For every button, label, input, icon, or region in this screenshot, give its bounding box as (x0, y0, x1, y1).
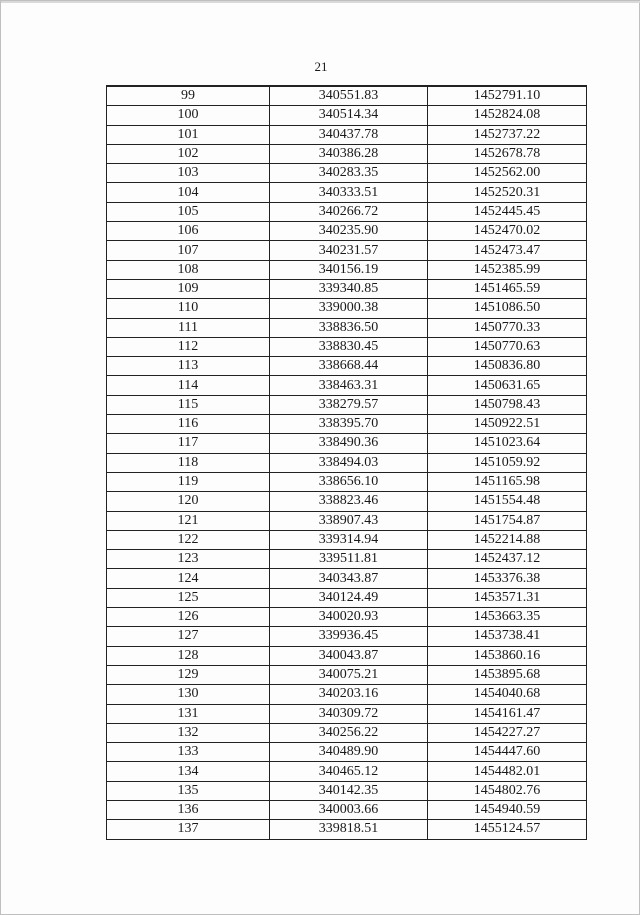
y-coordinate-cell: 1453571.31 (428, 588, 587, 607)
y-coordinate-cell: 1450631.65 (428, 376, 587, 395)
x-coordinate-cell: 338656.10 (270, 472, 428, 491)
y-coordinate-cell: 1454482.01 (428, 762, 587, 781)
y-coordinate-cell: 1453738.41 (428, 627, 587, 646)
x-coordinate-cell: 340124.49 (270, 588, 428, 607)
point-number-cell: 116 (107, 415, 270, 434)
table-row (107, 86, 587, 106)
point-number-cell: 137 (107, 820, 270, 839)
table-row (107, 415, 587, 434)
table-row (107, 762, 587, 781)
x-coordinate-cell: 340043.87 (270, 646, 428, 665)
y-coordinate-cell: 1453663.35 (428, 608, 587, 627)
point-number-cell: 110 (107, 299, 270, 318)
table-row (107, 202, 587, 221)
y-coordinate-cell: 1452678.78 (428, 144, 587, 163)
point-number-cell: 132 (107, 723, 270, 742)
y-coordinate-cell: 1450770.63 (428, 337, 587, 356)
point-number-cell: 118 (107, 453, 270, 472)
table-row (107, 511, 587, 530)
point-number-cell: 105 (107, 202, 270, 221)
point-number-cell: 127 (107, 627, 270, 646)
y-coordinate-cell: 1455124.57 (428, 820, 587, 839)
y-coordinate-cell: 1452470.02 (428, 222, 587, 241)
point-number-cell: 102 (107, 144, 270, 163)
point-number-cell: 134 (107, 762, 270, 781)
point-number-cell: 125 (107, 588, 270, 607)
point-number-cell: 112 (107, 337, 270, 356)
y-coordinate-cell: 1454940.59 (428, 800, 587, 819)
x-coordinate-cell: 339000.38 (270, 299, 428, 318)
point-number-cell: 121 (107, 511, 270, 530)
y-coordinate-cell: 1452437.12 (428, 550, 587, 569)
y-coordinate-cell: 1451059.92 (428, 453, 587, 472)
y-coordinate-cell: 1452473.47 (428, 241, 587, 260)
table-row (107, 627, 587, 646)
point-number-cell: 109 (107, 279, 270, 298)
x-coordinate-cell: 340551.83 (270, 86, 428, 106)
coordinates-table (106, 85, 587, 840)
table-row (107, 318, 587, 337)
y-coordinate-cell: 1452214.88 (428, 530, 587, 549)
table-row (107, 260, 587, 279)
page-number: 21 (314, 59, 328, 74)
point-number-cell: 123 (107, 550, 270, 569)
y-coordinate-cell: 1450836.80 (428, 357, 587, 376)
table-row (107, 357, 587, 376)
x-coordinate-cell: 338395.70 (270, 415, 428, 434)
point-number-cell: 103 (107, 164, 270, 183)
table-row (107, 646, 587, 665)
point-number-cell: 135 (107, 781, 270, 800)
y-coordinate-cell: 1452791.10 (428, 86, 587, 106)
point-number-cell: 128 (107, 646, 270, 665)
table-row (107, 820, 587, 839)
point-number-cell: 120 (107, 492, 270, 511)
table-row (107, 376, 587, 395)
y-coordinate-cell: 1453376.38 (428, 569, 587, 588)
table-row (107, 743, 587, 762)
y-coordinate-cell: 1454447.60 (428, 743, 587, 762)
table-row (107, 434, 587, 453)
y-coordinate-cell: 1450922.51 (428, 415, 587, 434)
y-coordinate-cell: 1451554.48 (428, 492, 587, 511)
point-number-cell: 131 (107, 704, 270, 723)
point-number-cell: 136 (107, 800, 270, 819)
x-coordinate-cell: 339936.45 (270, 627, 428, 646)
y-coordinate-cell: 1451465.59 (428, 279, 587, 298)
y-coordinate-cell: 1454161.47 (428, 704, 587, 723)
table-row (107, 530, 587, 549)
point-number-cell: 122 (107, 530, 270, 549)
x-coordinate-cell: 338279.57 (270, 395, 428, 414)
point-number-cell: 130 (107, 685, 270, 704)
x-coordinate-cell: 340266.72 (270, 202, 428, 221)
x-coordinate-cell: 339340.85 (270, 279, 428, 298)
y-coordinate-cell: 1453895.68 (428, 665, 587, 684)
point-number-cell: 101 (107, 125, 270, 144)
table-row (107, 125, 587, 144)
table-row (107, 550, 587, 569)
point-number-cell: 107 (107, 241, 270, 260)
point-number-cell: 113 (107, 357, 270, 376)
point-number-cell: 124 (107, 569, 270, 588)
y-coordinate-cell: 1451086.50 (428, 299, 587, 318)
scan-top-edge (1, 1, 640, 3)
point-number-cell: 119 (107, 472, 270, 491)
table-row (107, 608, 587, 627)
y-coordinate-cell: 1450770.33 (428, 318, 587, 337)
y-coordinate-cell: 1452824.08 (428, 106, 587, 125)
point-number-cell: 100 (107, 106, 270, 125)
point-number-cell: 104 (107, 183, 270, 202)
y-coordinate-cell: 1454802.76 (428, 781, 587, 800)
x-coordinate-cell: 340283.35 (270, 164, 428, 183)
x-coordinate-cell: 340075.21 (270, 665, 428, 684)
table-row (107, 299, 587, 318)
x-coordinate-cell: 340386.28 (270, 144, 428, 163)
y-coordinate-cell: 1454040.68 (428, 685, 587, 704)
x-coordinate-cell: 340333.51 (270, 183, 428, 202)
x-coordinate-cell: 338830.45 (270, 337, 428, 356)
table-row (107, 588, 587, 607)
table-row (107, 337, 587, 356)
table-row (107, 685, 587, 704)
point-number-cell: 114 (107, 376, 270, 395)
x-coordinate-cell: 340156.19 (270, 260, 428, 279)
point-number-cell: 133 (107, 743, 270, 762)
y-coordinate-cell: 1453860.16 (428, 646, 587, 665)
table-row (107, 164, 587, 183)
x-coordinate-cell: 340235.90 (270, 222, 428, 241)
coordinates-table-body (107, 86, 587, 839)
y-coordinate-cell: 1452445.45 (428, 202, 587, 221)
x-coordinate-cell: 340437.78 (270, 125, 428, 144)
x-coordinate-cell: 340142.35 (270, 781, 428, 800)
x-coordinate-cell: 338490.36 (270, 434, 428, 453)
table-row (107, 395, 587, 414)
point-number-cell: 99 (107, 86, 270, 106)
table-row (107, 453, 587, 472)
table-row (107, 800, 587, 819)
x-coordinate-cell: 340231.57 (270, 241, 428, 260)
table-row (107, 279, 587, 298)
point-number-cell: 126 (107, 608, 270, 627)
y-coordinate-cell: 1451023.64 (428, 434, 587, 453)
point-number-cell: 129 (107, 665, 270, 684)
y-coordinate-cell: 1454227.27 (428, 723, 587, 742)
table-row (107, 723, 587, 742)
table-row (107, 472, 587, 491)
x-coordinate-cell: 338836.50 (270, 318, 428, 337)
x-coordinate-cell: 340309.72 (270, 704, 428, 723)
x-coordinate-cell: 340514.34 (270, 106, 428, 125)
x-coordinate-cell: 338823.46 (270, 492, 428, 511)
x-coordinate-cell: 340003.66 (270, 800, 428, 819)
table-row (107, 106, 587, 125)
y-coordinate-cell: 1452520.31 (428, 183, 587, 202)
table-row (107, 144, 587, 163)
point-number-cell: 115 (107, 395, 270, 414)
y-coordinate-cell: 1450798.43 (428, 395, 587, 414)
table-row (107, 704, 587, 723)
x-coordinate-cell: 338494.03 (270, 453, 428, 472)
x-coordinate-cell: 339314.94 (270, 530, 428, 549)
x-coordinate-cell: 340489.90 (270, 743, 428, 762)
point-number-cell: 117 (107, 434, 270, 453)
point-number-cell: 108 (107, 260, 270, 279)
y-coordinate-cell: 1452562.00 (428, 164, 587, 183)
x-coordinate-cell: 340343.87 (270, 569, 428, 588)
x-coordinate-cell: 338668.44 (270, 357, 428, 376)
point-number-cell: 111 (107, 318, 270, 337)
x-coordinate-cell: 340256.22 (270, 723, 428, 742)
x-coordinate-cell: 338907.43 (270, 511, 428, 530)
x-coordinate-cell: 340203.16 (270, 685, 428, 704)
y-coordinate-cell: 1452737.22 (428, 125, 587, 144)
y-coordinate-cell: 1451754.87 (428, 511, 587, 530)
x-coordinate-cell: 340465.12 (270, 762, 428, 781)
y-coordinate-cell: 1451165.98 (428, 472, 587, 491)
x-coordinate-cell: 338463.31 (270, 376, 428, 395)
table-row (107, 492, 587, 511)
table-row (107, 665, 587, 684)
table-row (107, 781, 587, 800)
point-number-cell: 106 (107, 222, 270, 241)
table-row (107, 241, 587, 260)
x-coordinate-cell: 339511.81 (270, 550, 428, 569)
x-coordinate-cell: 339818.51 (270, 820, 428, 839)
x-coordinate-cell: 340020.93 (270, 608, 428, 627)
table-row (107, 569, 587, 588)
table-row (107, 183, 587, 202)
table-row (107, 222, 587, 241)
y-coordinate-cell: 1452385.99 (428, 260, 587, 279)
